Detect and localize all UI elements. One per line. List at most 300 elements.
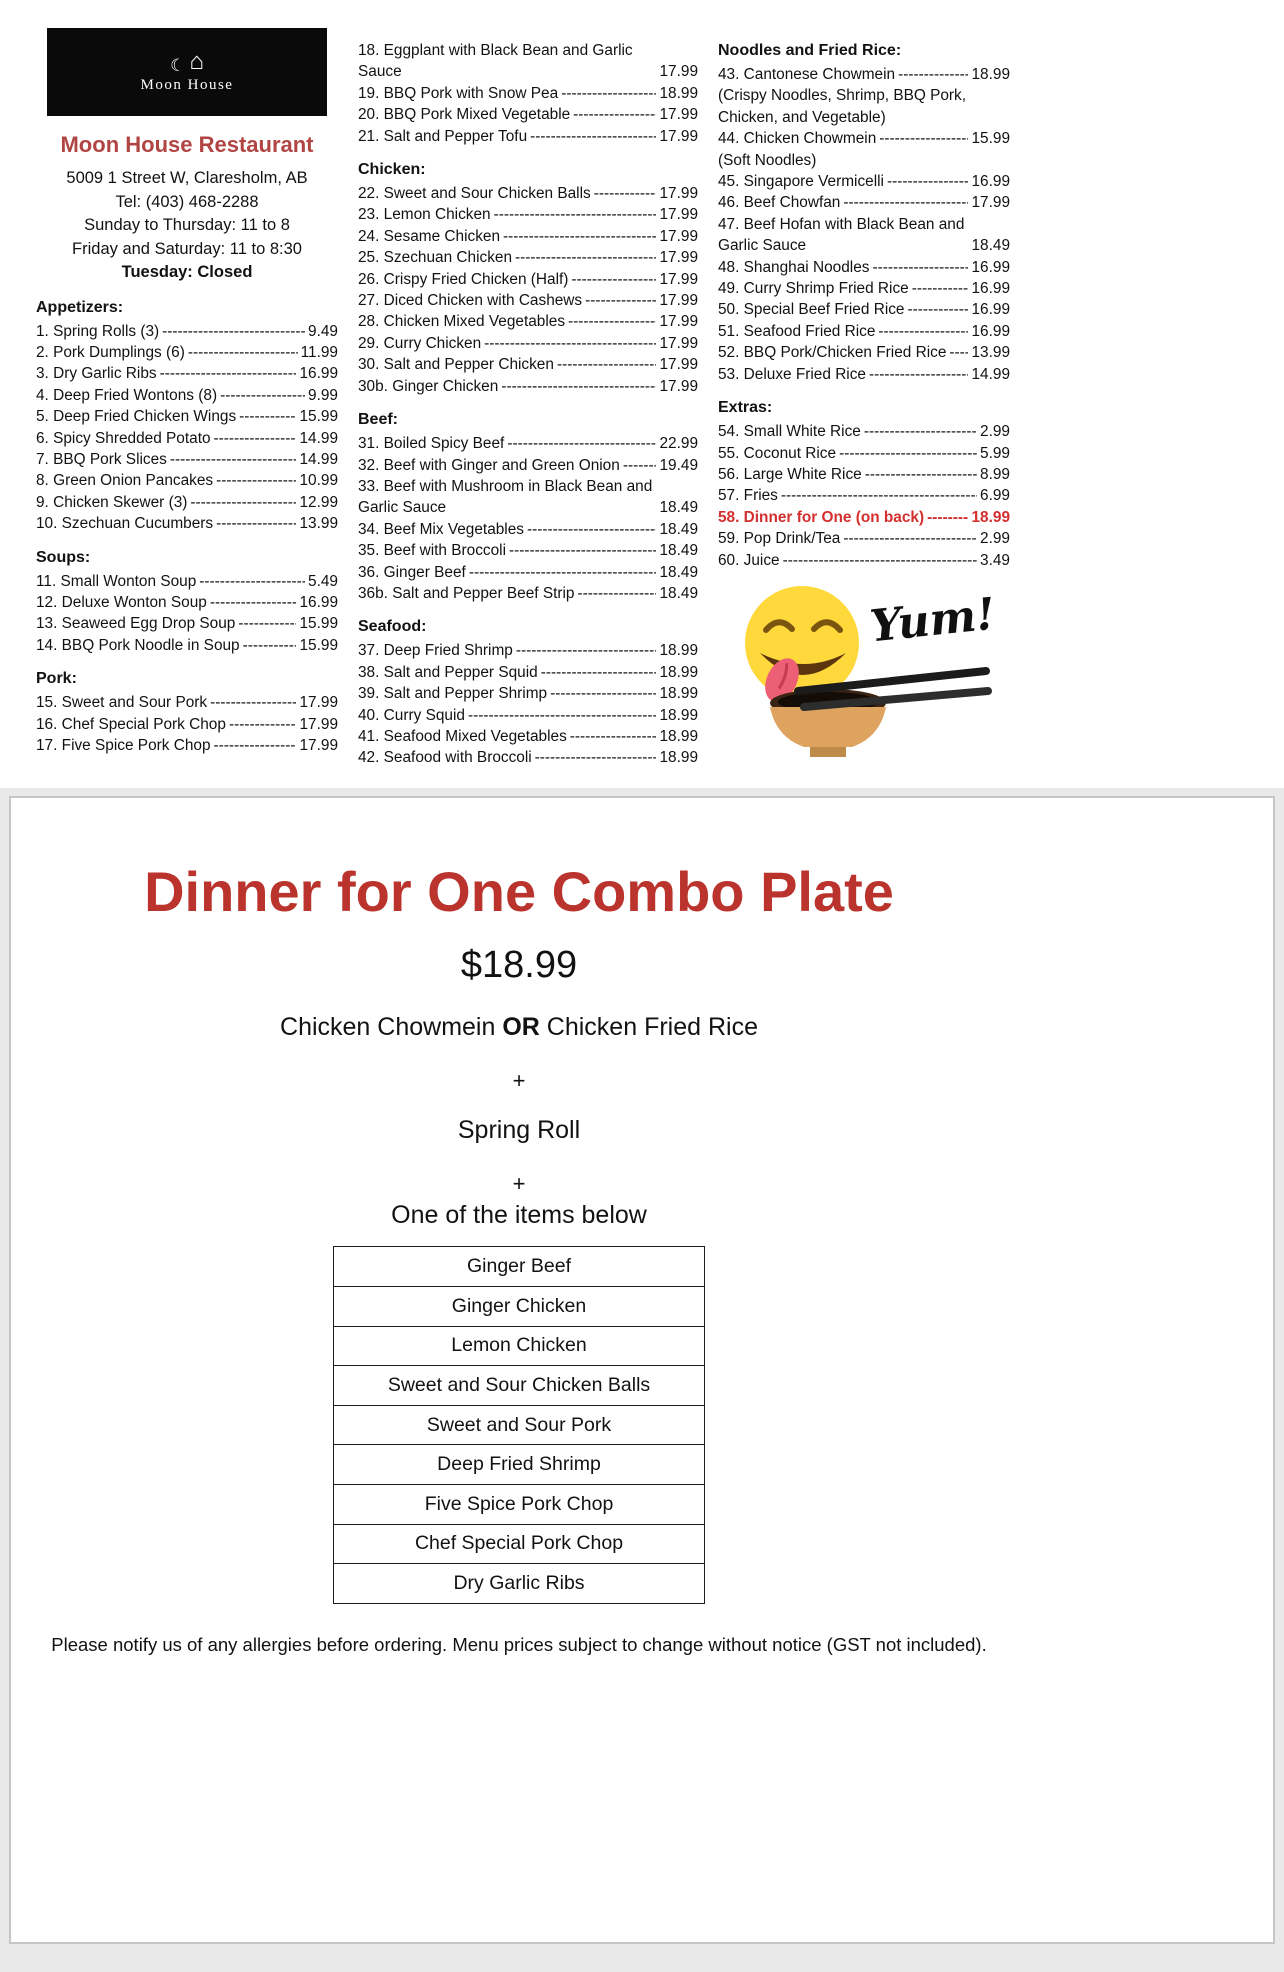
brand-closed-note: Tuesday: Closed [121, 263, 253, 281]
dot-leader [573, 104, 656, 125]
menu-column-1 [36, 28, 338, 788]
combo-option-row [334, 1444, 704, 1484]
menu-item-line [358, 433, 698, 454]
dot-leader [170, 449, 297, 470]
menu-item-name: 41. Seafood Mixed Vegetables [358, 727, 567, 745]
menu-item-line [718, 485, 1010, 506]
menu-item [36, 449, 338, 470]
menu-item [36, 735, 338, 756]
logo-text: Moon House [140, 77, 234, 93]
section-title: Noodles and Fried Rice: [718, 42, 902, 59]
menu-item-price: 17.99 [659, 249, 698, 267]
dot-leader [783, 550, 977, 571]
menu-item [36, 513, 338, 534]
restaurant-name: Moon House Restaurant [60, 132, 314, 157]
menu-item-name: 55. Coconut Rice [718, 444, 837, 462]
menu-item-price: 13.99 [299, 515, 338, 533]
allergy-note: Please notify us of any allergies before ordering. Menu prices subject to change without notice (GST not included). [51, 1633, 987, 1655]
menu-item [358, 126, 698, 147]
dot-leader [238, 613, 296, 634]
menu-item [36, 571, 338, 592]
menu-item-name: 26. Crispy Fried Chicken (Half) [358, 270, 569, 288]
section-items [358, 433, 698, 604]
dot-leader [214, 735, 297, 756]
menu-item-name: 25. Szechuan Chicken [358, 249, 513, 267]
menu-item-name: 22. Sweet and Sour Chicken Balls [358, 185, 591, 203]
combo-choice-right: Chicken Fried Rice [546, 1013, 758, 1042]
menu-item-line [718, 257, 1010, 278]
combo-options-label: One of the items below [391, 1201, 647, 1230]
menu-item [36, 492, 338, 513]
menu-item-line [718, 364, 1010, 385]
menu-item [36, 406, 338, 427]
menu-item-name: 32. Beef with Ginger and Green Onion [358, 456, 620, 474]
dot-leader [216, 513, 296, 534]
menu-item-note: (Crispy Noodles, Shrimp, BBQ Pork, Chicken, and Vegetable) [718, 87, 967, 126]
menu-item [718, 364, 1010, 385]
menu-item-name: 30. Salt and Pepper Chicken [358, 356, 554, 374]
menu-item-name: 3. Dry Garlic Ribs [36, 365, 157, 383]
menu-item-price: 16.99 [971, 280, 1010, 298]
menu-item-line [36, 592, 338, 613]
menu-item [358, 476, 698, 519]
menu-item-price: 17.99 [659, 356, 698, 374]
menu-item-name: 42. Seafood with Broccoli [358, 749, 532, 767]
dot-leader [561, 83, 656, 104]
menu-item-price: 17.99 [659, 185, 698, 203]
menu-item-line [718, 214, 1010, 257]
menu-item [358, 583, 698, 604]
menu-item-price: 17.99 [659, 106, 698, 124]
section-items [36, 692, 338, 756]
menu-item-price: 17.99 [299, 715, 338, 733]
menu-item [358, 433, 698, 454]
menu-item-line [358, 705, 698, 726]
menu-item-price: 3.49 [980, 551, 1010, 569]
menu-item-line [358, 290, 698, 311]
menu-item-price: 14.99 [971, 365, 1010, 383]
section-title: Soups: [36, 548, 91, 566]
menu-item-name: 57. Fries [718, 487, 778, 505]
menu-item-line [358, 40, 698, 83]
menu-item-line [358, 247, 698, 268]
menu-item-line [718, 321, 1010, 342]
menu-item-name: 47. Beef Hofan with Black Bean and Garlic Sauce [718, 215, 965, 255]
combo-option-label: Five Spice Pork Chop [424, 1492, 614, 1515]
section-items [718, 421, 1010, 571]
moon-icon: ☾ [170, 56, 186, 75]
menu-item-name: 36. Ginger Beef [358, 563, 466, 581]
menu-item-name: 20. BBQ Pork Mixed Vegetable [358, 106, 571, 124]
menu-item-name: 17. Five Spice Pork Chop [36, 737, 211, 754]
menu-item [718, 550, 1010, 571]
dot-leader [162, 321, 305, 342]
menu-section [358, 409, 698, 604]
combo-option-row [334, 1405, 704, 1445]
dot-leader [594, 183, 657, 204]
dot-leader [839, 443, 977, 464]
menu-item-line [358, 683, 698, 704]
combo-option-label: Ginger Chicken [451, 1294, 587, 1317]
combo-content [11, 860, 1027, 1656]
menu-item-line [718, 464, 1010, 485]
menu-item-line [358, 204, 698, 225]
menu-item [358, 333, 698, 354]
brand-address: 5009 1 Street W, Claresholm, AB [66, 169, 308, 187]
menu-item-line [36, 513, 338, 534]
menu-item-line [358, 562, 698, 583]
menu-item [36, 342, 338, 363]
menu-item-name: 18. Eggplant with Black Bean and Garlic Sauce [358, 42, 633, 81]
dot-leader [509, 540, 656, 561]
menu-item-price: 18.49 [659, 520, 698, 538]
menu-item-price: 14.99 [299, 450, 338, 468]
menu-item-price: 18.49 [971, 237, 1010, 255]
menu-item [718, 299, 1010, 320]
menu-item-price: 2.99 [980, 530, 1010, 548]
section-title: Appetizers: [36, 298, 124, 316]
menu-item-name: 37. Deep Fried Shrimp [358, 642, 513, 660]
menu-item [358, 290, 698, 311]
menu-item-price: 16.99 [971, 322, 1010, 340]
menu-item-price: 13.99 [971, 344, 1010, 362]
menu-item-name: 54. Small White Rice [718, 423, 861, 441]
menu-item-name: 33. Beef with Mushroom in Black Bean and Garlic Sauce [358, 477, 653, 517]
combo-option-label: Dry Garlic Ribs [453, 1571, 585, 1594]
menu-item-line [718, 421, 1010, 442]
menu-item-price: 18.99 [659, 706, 698, 724]
section-items [358, 640, 698, 768]
menu-item-name: 23. Lemon Chicken [358, 206, 491, 224]
menu-item-line [36, 363, 338, 384]
menu-item [358, 269, 698, 290]
menu-item-line [718, 171, 1010, 192]
menu-item-name: 52. BBQ Pork/Chicken Fried Rice [718, 344, 947, 362]
section-items [718, 64, 1010, 385]
dot-leader [220, 385, 305, 406]
brand-hours-1: Sunday to Thursday: 11 to 8 [84, 216, 290, 234]
dot-leader [577, 583, 656, 604]
menu-item-name: 51. Seafood Fried Rice [718, 322, 876, 340]
dot-leader [912, 278, 969, 299]
menu-item-line [358, 455, 698, 476]
dot-leader [503, 226, 656, 247]
menu-item-name: 60. Juice [718, 551, 780, 569]
menu-section [718, 397, 1010, 571]
menu-item-name: 16. Chef Special Pork Chop [36, 715, 226, 733]
menu-item-line [358, 269, 698, 290]
dot-leader [898, 64, 968, 85]
menu-item-line [36, 692, 338, 713]
menu-item-line [36, 571, 338, 592]
menu-item-name: 12. Deluxe Wonton Soup [36, 593, 207, 611]
menu-sections-col2 [358, 40, 698, 769]
brand-info [36, 167, 338, 285]
menu-item-line [358, 354, 698, 375]
dot-leader [199, 571, 305, 592]
menu-item-price: 22.99 [659, 435, 698, 453]
menu-item-price: 18.99 [659, 727, 698, 745]
menu-item-line [358, 583, 698, 604]
menu-item-line [718, 278, 1010, 299]
dot-leader [160, 363, 297, 384]
section-title: Extras: [718, 399, 773, 417]
menu-item-name: 7. BBQ Pork Slices [36, 450, 167, 468]
menu-item-line [358, 662, 698, 683]
menu-item-price: 11.99 [300, 343, 338, 361]
combo-or: OR [502, 1013, 540, 1042]
menu-item-price: 17.99 [659, 127, 698, 145]
menu-item-line [718, 192, 1010, 213]
menu-item-price: 18.99 [659, 663, 698, 681]
menu-item-price: 18.99 [659, 84, 698, 102]
menu-item-price: 18.49 [659, 499, 698, 517]
menu-item-price: 17.99 [659, 227, 698, 245]
yum-caption: Yum! [867, 588, 998, 653]
dot-leader [188, 342, 298, 363]
menu-item-name: 45. Singapore Vermicelli [718, 173, 884, 191]
menu-item-line [36, 428, 338, 449]
combo-option-row [334, 1563, 704, 1603]
menu-item-line [36, 470, 338, 491]
menu-item-price: 16.99 [299, 365, 338, 383]
menu-item-name: 34. Beef Mix Vegetables [358, 520, 524, 538]
menu-item [36, 385, 338, 406]
menu-item-price: 17.99 [659, 270, 698, 288]
menu-item [36, 613, 338, 634]
dot-leader [571, 269, 656, 290]
section-title: Pork: [36, 670, 77, 688]
menu-item-price: 15.99 [299, 408, 338, 426]
menu-item-name: 6. Spicy Shredded Potato [36, 429, 211, 447]
menu-sections-col1 [36, 297, 338, 757]
menu-item-name: 39. Salt and Pepper Shrimp [358, 685, 548, 703]
dot-leader [878, 321, 968, 342]
menu-item-price: 16.99 [971, 301, 1010, 319]
dot-leader [887, 171, 969, 192]
combo-option-row [334, 1247, 704, 1286]
dot-leader [190, 492, 296, 513]
menu-item-price: 18.99 [971, 508, 1010, 526]
menu-item [358, 455, 698, 476]
menu-item-name: 5. Deep Fried Chicken Wings [36, 408, 237, 426]
dot-leader [623, 455, 657, 476]
dot-leader [869, 364, 968, 385]
menu-item-name: 9. Chicken Skewer (3) [36, 493, 188, 511]
menu-item-line [718, 550, 1010, 571]
menu-item [718, 321, 1010, 342]
menu-item [36, 635, 338, 656]
menu-item [718, 528, 1010, 549]
menu-item-name: 31. Boiled Spicy Beef [358, 435, 505, 453]
menu-item-line [718, 528, 1010, 549]
menu-item-price: 18.99 [659, 685, 698, 703]
menu-item [358, 562, 698, 583]
menu-item [358, 726, 698, 747]
menu-item-price: 16.99 [299, 593, 338, 611]
menu-item-line [358, 104, 698, 125]
menu-item [36, 592, 338, 613]
menu-item-name: 59. Pop Drink/Tea [718, 530, 841, 548]
menu-item-name: 53. Deluxe Fried Rice [718, 365, 866, 383]
dot-leader [516, 640, 657, 661]
menu-item-price: 18.49 [659, 542, 698, 560]
menu-item [358, 183, 698, 204]
menu-item-line [358, 540, 698, 561]
menu-section [358, 616, 698, 768]
menu-item-name: 4. Deep Fried Wontons (8) [36, 386, 218, 404]
menu-item-line [718, 507, 1010, 528]
section-title: Chicken: [358, 161, 426, 179]
dot-leader [781, 485, 977, 506]
menu-item-line [36, 635, 338, 656]
menu-item-price: 5.49 [308, 572, 338, 590]
menu-item-line [36, 385, 338, 406]
menu-item-line [358, 311, 698, 332]
brand-logo [47, 28, 327, 116]
menu-item-note: (Soft Noodles) [718, 151, 817, 169]
menu-item [718, 192, 1010, 213]
menu-item-line [36, 449, 338, 470]
menu-item-line [718, 443, 1010, 464]
menu-item-price: 17.99 [659, 313, 698, 331]
menu-item-price: 18.99 [971, 66, 1010, 83]
combo-option-label: Chef Special Pork Chop [414, 1532, 624, 1555]
dot-leader [494, 204, 657, 225]
menu-section [36, 547, 338, 657]
menu-item-price: 15.99 [299, 636, 338, 654]
dot-leader [243, 635, 297, 656]
menu-item [36, 321, 338, 342]
dot-leader [949, 342, 968, 363]
dot-leader [214, 428, 297, 449]
menu-item [718, 214, 1010, 257]
combo-title: Dinner for One Combo Plate [144, 860, 894, 923]
menu-sections-col3 [718, 40, 1010, 571]
menu-item-price: 17.99 [659, 377, 698, 395]
menu-item-name: 50. Special Beef Fried Rice [718, 301, 905, 319]
menu-item-price: 8.99 [980, 465, 1010, 483]
menu-item-line [358, 83, 698, 104]
menu-item-line [36, 406, 338, 427]
combo-option-row [334, 1326, 704, 1366]
plus-separator-1: + [512, 1068, 526, 1094]
menu-item-name: 10. Szechuan Cucumbers [36, 515, 214, 533]
menu-item [718, 64, 1010, 128]
combo-included-item: Spring Roll [457, 1116, 581, 1145]
menu-item-name: 1. Spring Rolls (3) [36, 322, 160, 340]
menu-item [358, 104, 698, 125]
dot-leader [879, 128, 968, 149]
menu-item-price: 12.99 [299, 493, 338, 511]
dot-leader [484, 333, 656, 354]
menu-item [358, 376, 698, 397]
dot-leader [468, 705, 657, 726]
menu-item [358, 519, 698, 540]
menu-item-line [718, 128, 1010, 149]
menu-item-line [358, 183, 698, 204]
menu-item-name: 13. Seaweed Egg Drop Soup [36, 615, 236, 633]
menu-item-name: 35. Beef with Broccoli [358, 542, 506, 560]
combo-option-row [334, 1484, 704, 1524]
menu-column-2 [358, 28, 698, 788]
menu-item [358, 247, 698, 268]
combo-option-label: Lemon Chicken [451, 1334, 587, 1357]
combo-card [9, 796, 1275, 1944]
menu-item [358, 662, 698, 683]
yum-illustration [722, 583, 1006, 769]
menu-item [358, 40, 698, 83]
dot-leader [843, 528, 977, 549]
combo-option-row [334, 1524, 704, 1564]
dot-leader [515, 247, 656, 268]
menu-item-price: 15.99 [971, 130, 1010, 148]
menu-item [358, 226, 698, 247]
dot-leader [507, 433, 656, 454]
menu-section [358, 40, 698, 147]
combo-option-row [334, 1365, 704, 1405]
menu-item-price: 17.99 [659, 206, 698, 224]
menu-item-line [358, 333, 698, 354]
combo-option-label: Deep Fried Shrimp [437, 1453, 601, 1476]
menu-item-name: 48. Shanghai Noodles [718, 258, 870, 276]
dot-leader [843, 192, 968, 213]
brand-phone: Tel: (403) 468-2288 [115, 192, 259, 211]
dot-leader [210, 592, 297, 613]
menu-item-name: 24. Sesame Chicken [358, 227, 501, 245]
menu-item [358, 640, 698, 661]
menu-item-price: 18.99 [659, 642, 698, 660]
plus-separator-2: + [512, 1171, 526, 1197]
menu-section [358, 159, 698, 397]
menu-item [718, 128, 1010, 171]
menu-item-line [358, 476, 698, 519]
logo-icon-row [170, 50, 204, 74]
menu-item-name: 36b. Salt and Pepper Beef Strip [358, 584, 575, 602]
dot-leader [469, 562, 657, 583]
menu-item-name: 30b. Ginger Chicken [358, 377, 499, 395]
menu-item-price: 16.99 [971, 258, 1010, 276]
dot-leader [927, 507, 968, 528]
menu-item-name: 8. Green Onion Pancakes [36, 472, 214, 490]
combo-choice-left: Chicken Chowmein [280, 1013, 496, 1042]
menu-section [718, 40, 1010, 385]
dot-leader [530, 126, 656, 147]
menu-item [718, 278, 1010, 299]
menu-item-name: 21. Salt and Pepper Tofu [358, 127, 528, 145]
menu-item-line [718, 342, 1010, 363]
menu-item-price: 14.99 [299, 429, 338, 447]
menu-item-line [36, 613, 338, 634]
menu-item-name: 14. BBQ Pork Noodle in Soup [36, 636, 240, 654]
menu-item-line [36, 735, 338, 756]
menu-item-line [36, 714, 338, 735]
menu-item [36, 692, 338, 713]
menu-item [718, 421, 1010, 442]
menu-item-price: 17.99 [659, 292, 698, 310]
section-items [36, 571, 338, 657]
menu-item-line [358, 726, 698, 747]
combo-option-label: Sweet and Sour Chicken Balls [387, 1373, 651, 1396]
menu-item [358, 311, 698, 332]
menu-item [718, 171, 1010, 192]
dot-leader [550, 683, 656, 704]
dot-leader [908, 299, 969, 320]
menu-item-name: 15. Sweet and Sour Pork [36, 694, 208, 712]
section-title: Beef: [358, 411, 399, 429]
menu-item-price: 19.49 [659, 456, 698, 474]
menu-item-line [358, 226, 698, 247]
